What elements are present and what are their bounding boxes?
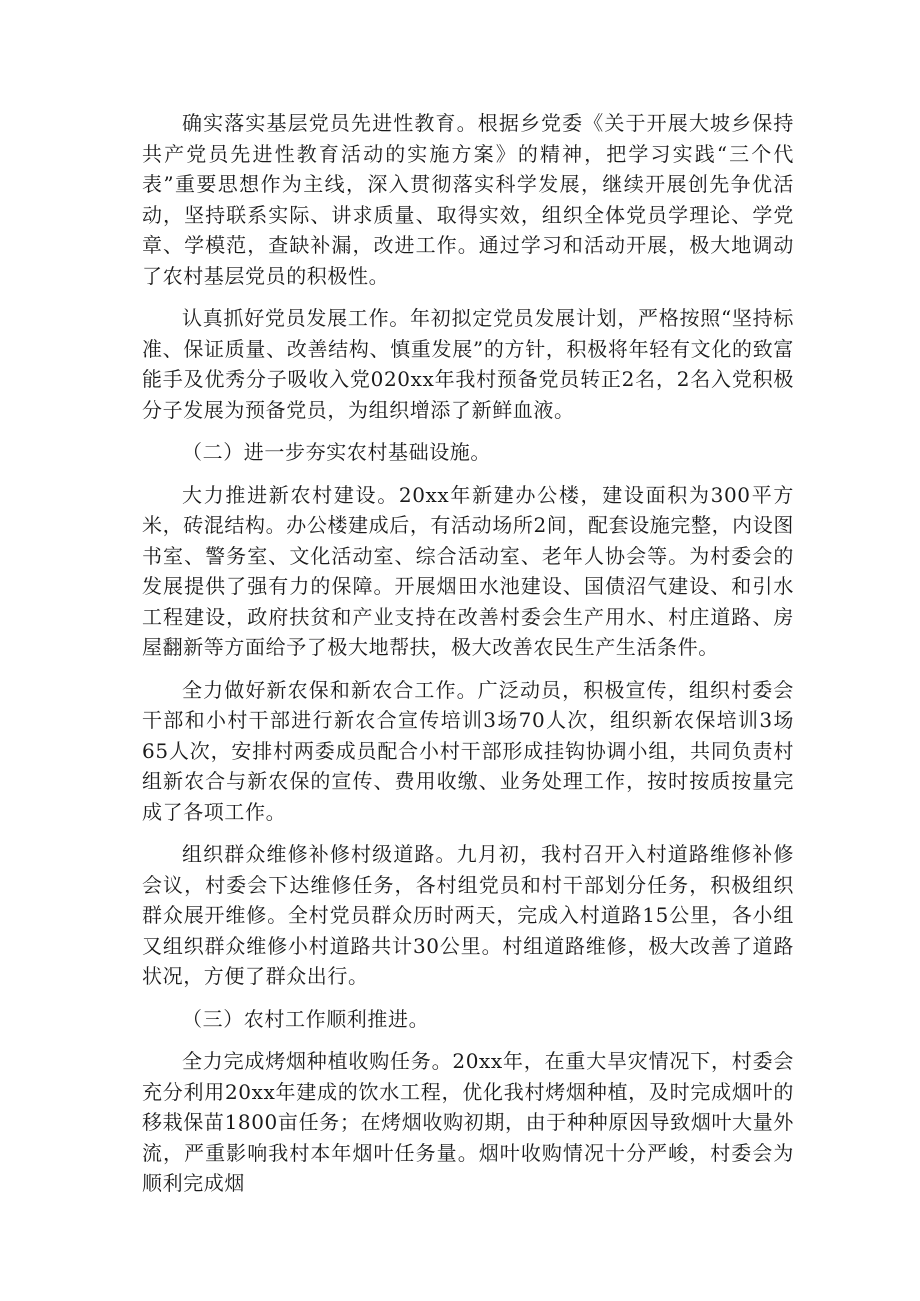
document-page	[142, 108, 794, 1211]
paragraph-insurance: 全力做好新农保和新农合工作。广泛动员，积极宣传，组织村委会干部和小村干部进行新农合宣传培训3场70人次，组织新农保培训3场65人次，安排村两委成员配合小村干部形成挂钩协调小组，共同负责村组新农合与新农保的宣传、费用收缴、业务处理工作，按时按质按量完成了各项工作。	[142, 677, 794, 824]
paragraph-tobacco: 全力完成烤烟种植收购任务。20xx年，在重大旱灾情况下，村委会充分利用20xx年建成的饮水工程，优化我村烤烟种植，及时完成烟叶的移栽保苗1800亩任务；在烤烟收购初期，由于种种原因导致烟叶大量外流，严重影响我村本年烟叶任务量。烟叶收购情况十分严峻，村委会为顺利完成烟	[142, 1049, 794, 1195]
section-heading-infrastructure: （二）进一步夯实农村基础设施。	[182, 440, 491, 464]
paragraph-party-development: 认真抓好党员发展工作。年初拟定党员发展计划，严格按照“坚持标准、保证质量、改善结构、慎重发展”的方针，积极将年轻有文化的致富能手及优秀分子吸收入党020xx年我村预备党员转正2名，2名入党积极分子发展为预备党员，为组织增添了新鲜血液。	[142, 306, 794, 422]
paragraph-party-education: 确实落实基层党员先进性教育。根据乡党委《关于开展大坡乡保持共产党员先进性教育活动的实施方案》的精神，把学习实践“三个代表”重要思想作为主线，深入贯彻落实科学发展，继续开展创先争优活动，坚持联系实际、讲求质量、取得实效，组织全体党员学理论、学党章、学模范，查缺补漏，改进工作。通过学习和活动开展，极大地调动了农村基层党员的积极性。	[142, 111, 794, 288]
paragraph-road-repair: 组织群众维修补修村级道路。九月初，我村召开入村道路维修补修会议，村委会下达维修任务，各村组党员和村干部划分任务，积极组织群众展开维修。全村党员群众历时两天，完成入村道路15公里，各小组又组织群众维修小村道路共计30公里。村组道路维修，极大改善了道路状况，方便了群众出行。	[142, 842, 794, 988]
paragraph-new-countryside: 大力推进新农村建设。20xx年新建办公楼，建设面积为300平方米，砖混结构。办公楼建成后，有活动场所2间，配套设施完整，内设图书室、警务室、文化活动室、综合活动室、老年人协会等。为村委会的发展提供了强有力的保障。开展烟田水池建设、国债沼气建设、和引水工程建设，政府扶贫和产业支持在改善村委会生产用水、村庄道路、房屋翻新等方面给予了极大地帮扶，极大改善农民生产生活条件。	[142, 482, 794, 659]
section-heading-rural-work: （三）农村工作顺利推进。	[182, 1006, 430, 1031]
